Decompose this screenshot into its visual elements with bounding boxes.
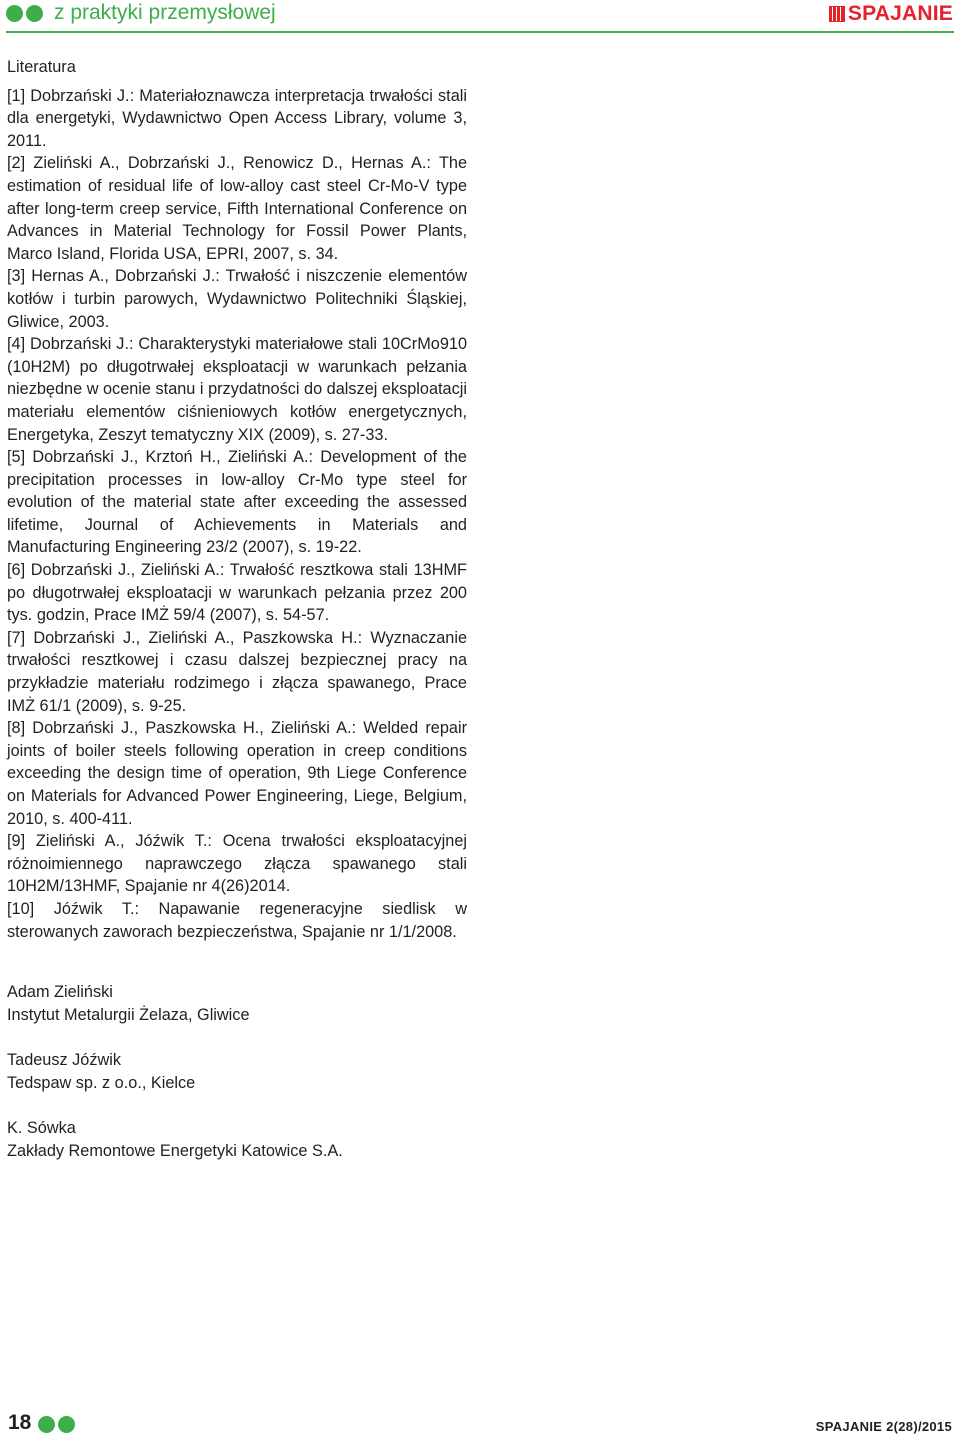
reference-list	[7, 85, 467, 944]
reference-item: [2] Zieliński A., Dobrzański J., Renowicz D., Hernas A.: The estimation of residual life of low-alloy cast steel Cr-Mo-V type after long-term creep service, Fifth International Conference on Advances in Material Technology for Fossil Power Plants, Marco Island, Florida USA, EPRI, 2007, s. 34.	[7, 154, 467, 263]
green-dot-icon	[38, 1416, 55, 1433]
journal-brand	[829, 2, 953, 26]
author-name: K. Sówka	[7, 1119, 76, 1138]
reference-item: [8] Dobrzański J., Paszkowska H., Zieliński A.: Welded repair joints of boiler steels following operation in creep conditions exceeding the design time of operation, 9th Liege Conference on Materials for Advanced Power Engineering, Liege, Belgium, 2010, s. 400-411.	[7, 719, 467, 828]
page-number: 18	[8, 1411, 32, 1434]
article-content	[7, 56, 467, 1185]
reference-item: [9] Zieliński A., Jóźwik T.: Ocena trwałości eksploatacyjnej różnoimiennego naprawczego złącza spawanego stali 10H2M/13HMF, Spajanie nr 4(26)2014.	[7, 832, 467, 896]
journal-issue: SPAJANIE 2(28)/2015	[815, 1419, 952, 1434]
author-affiliation: Instytut Metalurgii Żelaza, Gliwice	[7, 1006, 250, 1025]
journal-name: SPAJANIE	[847, 2, 953, 25]
reference-item: [7] Dobrzański J., Zieliński A., Paszkowska H.: Wyznaczanie trwałości resztkowej i czasu dalszej bezpiecznej pracy na przykładzie materiału rodzimego i złącza spawanego, Prace IMŻ 61/1 (2009), s. 9-25.	[7, 628, 467, 715]
green-dot-icon	[26, 5, 43, 22]
footer-dots	[38, 1416, 75, 1433]
reference-item: [6] Dobrzański J., Zieliński A.: Trwałość resztkowa stali 13HMF po długotrwałej eksploatacji w warunkach pełzania przez 200 tys. godzin, Prace IMŻ 59/4 (2007), s. 54-57.	[7, 561, 467, 625]
author-list	[7, 981, 467, 1163]
spajanie-logo-icon	[829, 6, 845, 22]
header-divider	[6, 31, 954, 33]
green-dot-icon	[58, 1416, 75, 1433]
author-block	[7, 981, 467, 1027]
author-name: Adam Zieliński	[7, 983, 113, 1002]
author-affiliation: Zakłady Remontowe Energetyki Katowice S.A.	[7, 1142, 343, 1161]
reference-item: [4] Dobrzański J.: Charakterystyki materiałowe stali 10CrMo910 (10H2M) po długotrwałej eksploatacji w warunkach pełzania niezbędne w ocenie stanu i przydatności do dalszej eksploatacji materiału elementów ciśnieniowych kotłów energetycznych, Energetyka, Zeszyt tematyczny XIX (2009), s. 27-33.	[7, 335, 467, 444]
author-name: Tadeusz Jóźwik	[7, 1051, 122, 1070]
header-dots	[6, 5, 43, 22]
reference-item: [5] Dobrzański J., Krztoń H., Zieliński A.: Development of the precipitation processes in low-alloy Cr-Mo type steel for evolution of the material state after exceeding the assessed lifetime, Journal of Achievements in Materials and Manufacturing Engineering 23/2 (2007), s. 19-22.	[7, 448, 467, 557]
section-title: z praktyki przemysłowej	[54, 1, 276, 24]
reference-item: [10] Jóźwik T.: Napawanie regeneracyjne siedlisk w sterowanych zaworach bezpieczeństwa, Spajanie nr 1/1/2008.	[7, 899, 467, 941]
page-header	[0, 0, 960, 30]
author-block	[7, 1117, 467, 1163]
green-dot-icon	[6, 5, 23, 22]
reference-item: [1] Dobrzański J.: Materiałoznawcza interpretacja trwałości stali dla energetyki, Wydawnictwo Open Access Library, volume 3, 2011.	[7, 86, 467, 150]
reference-item: [3] Hernas A., Dobrzański J.: Trwałość i niszczenie elementów kotłów i turbin parowych, Wydawnictwo Politechniki Śląskiej, Gliwice, 2003.	[7, 267, 467, 331]
author-affiliation: Tedspaw sp. z o.o., Kielce	[7, 1074, 196, 1093]
page-footer	[0, 1408, 960, 1439]
literature-heading: Literatura	[7, 58, 76, 76]
author-block	[7, 1049, 467, 1095]
